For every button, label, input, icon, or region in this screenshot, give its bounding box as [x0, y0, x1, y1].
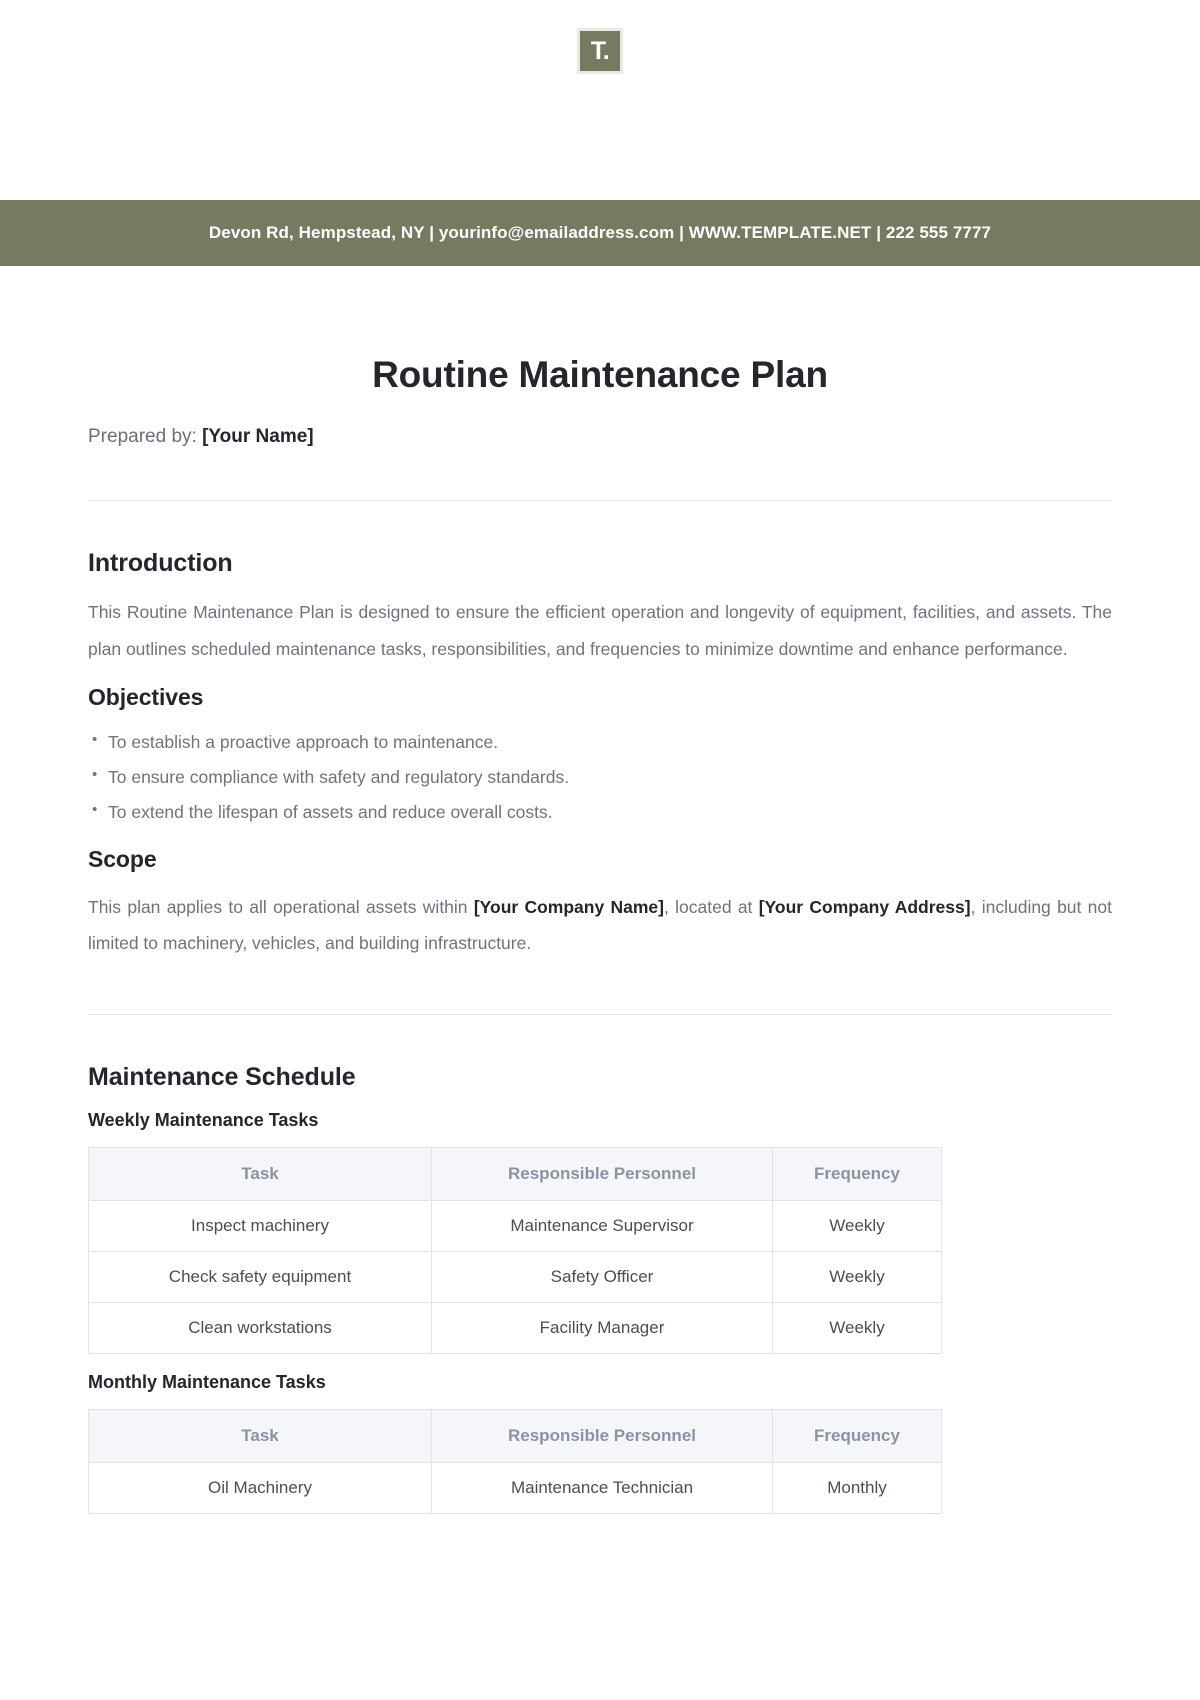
document-body [0, 354, 1200, 1514]
column-header-personnel: Responsible Personnel [432, 1148, 773, 1201]
cell-frequency: Weekly [773, 1201, 942, 1252]
cell-task: Oil Machinery [89, 1463, 432, 1514]
logo-text: T. [590, 36, 610, 65]
cell-frequency: Weekly [773, 1252, 942, 1303]
company-address-placeholder: [Your Company Address] [758, 896, 971, 917]
column-header-frequency: Frequency [773, 1410, 942, 1463]
weekly-maintenance-table [88, 1147, 942, 1354]
table-row [89, 1252, 942, 1303]
company-name-placeholder: [Your Company Name] [473, 896, 664, 917]
scope-text-3: , including but not limited to machinery, vehicles, and building infrastructure. [88, 896, 1112, 954]
column-header-frequency: Frequency [773, 1148, 942, 1201]
cell-frequency: Monthly [773, 1463, 942, 1514]
column-header-task: Task [89, 1410, 432, 1463]
divider-middle [88, 1014, 1112, 1015]
cell-task: Check safety equipment [89, 1252, 432, 1303]
scope-text-2: , located at [663, 896, 759, 917]
introduction-heading: Introduction [88, 549, 233, 577]
scope-paragraph [88, 889, 1112, 963]
prepared-by-value: [Your Name] [202, 426, 314, 447]
contact-info-text: Devon Rd, Hempstead, NY | yourinfo@emailaddress.com | WWW.TEMPLATE.NET | 222 555 7777 [208, 223, 992, 242]
table-header-row [89, 1148, 942, 1201]
cell-task: Inspect machinery [89, 1201, 432, 1252]
table-row [89, 1463, 942, 1514]
prepared-by-line [88, 426, 1112, 448]
column-header-personnel: Responsible Personnel [432, 1410, 773, 1463]
monthly-tasks-subheading: Monthly Maintenance Tasks [88, 1372, 326, 1392]
weekly-tasks-subheading: Weekly Maintenance Tasks [88, 1110, 319, 1130]
brand-logo [577, 28, 623, 74]
introduction-paragraph: This Routine Maintenance Plan is designed to ensure the efficient operation and longevity of equipment, facilities, and assets. The plan outlines scheduled maintenance tasks, responsibilities, and frequencies to minimize downtime and enhance performance. [88, 602, 1112, 659]
page-title: Routine Maintenance Plan [372, 354, 828, 395]
column-header-task: Task [89, 1148, 432, 1201]
list-item: • To establish a proactive approach to maintenance. [88, 725, 1112, 760]
table-row [89, 1201, 942, 1252]
scope-text-1: This plan applies to all operational assets within [88, 896, 474, 917]
cell-personnel: Maintenance Technician [432, 1463, 773, 1514]
table-header-row [89, 1410, 942, 1463]
cell-task: Clean workstations [89, 1303, 432, 1354]
cell-personnel: Safety Officer [432, 1252, 773, 1303]
list-item: • To extend the lifespan of assets and reduce overall costs. [88, 795, 1112, 830]
maintenance-schedule-heading: Maintenance Schedule [88, 1063, 356, 1091]
cell-personnel: Facility Manager [432, 1303, 773, 1354]
objectives-list [88, 725, 1112, 830]
prepared-by-label: Prepared by: [88, 426, 197, 447]
logo-area [0, 0, 1200, 200]
monthly-maintenance-table [88, 1409, 942, 1514]
cell-personnel: Maintenance Supervisor [432, 1201, 773, 1252]
cell-frequency: Weekly [773, 1303, 942, 1354]
objectives-heading: Objectives [88, 683, 204, 710]
scope-heading: Scope [88, 845, 157, 872]
contact-bar [0, 200, 1200, 266]
list-item: • To ensure compliance with safety and regulatory standards. [88, 760, 1112, 795]
table-row [89, 1303, 942, 1354]
divider-top [88, 500, 1112, 501]
